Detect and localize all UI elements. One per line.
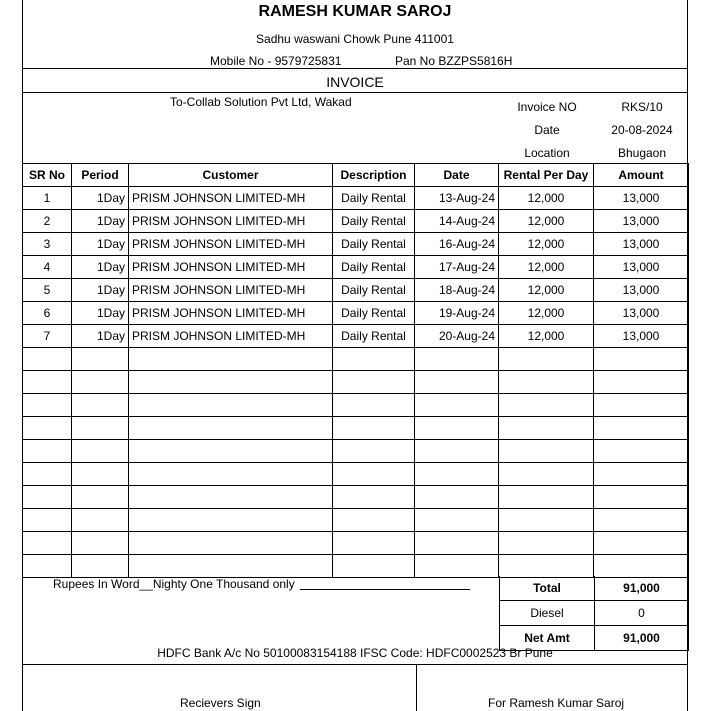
empty-cell	[499, 532, 594, 555]
invoice-no-label: Invoice NO	[517, 100, 577, 114]
cell-customer: PRISM JOHNSON LIMITED-MH	[129, 210, 333, 233]
pan-number: Pan No BZZPS5816H	[395, 54, 513, 68]
empty-cell	[129, 394, 333, 417]
cell-rate: 12,000	[499, 210, 594, 233]
cell-customer: PRISM JOHNSON LIMITED-MH	[129, 279, 333, 302]
cell-amount: 13,000	[594, 279, 689, 302]
table-row	[23, 233, 689, 256]
empty-cell	[333, 463, 415, 486]
cell-period: 1Day	[72, 302, 129, 325]
bank-details: HDFC Bank A/c No 50100083154188 IFSC Code: HDFC0002523 Br Pune	[157, 646, 553, 660]
empty-cell	[499, 440, 594, 463]
cell-description: Daily Rental	[333, 302, 415, 325]
table-row	[23, 325, 689, 348]
cell-description: Daily Rental	[333, 256, 415, 279]
cell-description: Daily Rental	[333, 279, 415, 302]
cell-sr: 3	[23, 233, 72, 256]
cell-date: 13-Aug-24	[415, 187, 499, 210]
empty-cell	[499, 463, 594, 486]
business-name: RAMESH KUMAR SAROJ	[258, 3, 452, 20]
total-value: 91,000	[595, 576, 689, 601]
col-header-rate: Rental Per Day	[499, 164, 594, 187]
empty-cell	[499, 417, 594, 440]
empty-cell	[594, 532, 689, 555]
empty-cell	[333, 394, 415, 417]
col-header-customer: Customer	[129, 164, 333, 187]
empty-cell	[333, 532, 415, 555]
cell-description: Daily Rental	[333, 325, 415, 348]
cell-customer: PRISM JOHNSON LIMITED-MH	[129, 187, 333, 210]
totals-table	[499, 576, 689, 651]
empty-cell	[72, 463, 129, 486]
words-underline	[300, 589, 470, 590]
cell-rate: 12,000	[499, 233, 594, 256]
divider	[22, 664, 688, 665]
cell-period: 1Day	[72, 233, 129, 256]
empty-cell	[594, 394, 689, 417]
cell-period: 1Day	[72, 325, 129, 348]
empty-cell	[129, 371, 333, 394]
cell-date: 14-Aug-24	[415, 210, 499, 233]
diesel-row	[500, 601, 689, 626]
total-row	[500, 576, 689, 601]
empty-cell	[333, 348, 415, 371]
empty-cell	[415, 486, 499, 509]
cell-rate: 12,000	[499, 187, 594, 210]
table-row	[23, 302, 689, 325]
invoice-heading: INVOICE	[326, 74, 384, 90]
empty-cell	[72, 555, 129, 578]
col-header-sr: SR No	[23, 164, 72, 187]
cell-date: 19-Aug-24	[415, 302, 499, 325]
cell-date: 18-Aug-24	[415, 279, 499, 302]
empty-cell	[333, 417, 415, 440]
cell-rate: 12,000	[499, 302, 594, 325]
empty-cell	[594, 371, 689, 394]
issuer-signature: For Ramesh Kumar Saroj	[488, 696, 625, 710]
line-items-table	[22, 163, 689, 578]
divider	[22, 92, 688, 93]
empty-cell	[333, 371, 415, 394]
cell-period: 1Day	[72, 279, 129, 302]
cell-amount: 13,000	[594, 210, 689, 233]
cell-amount: 13,000	[594, 187, 689, 210]
empty-cell	[72, 486, 129, 509]
date-label: Date	[534, 123, 560, 137]
empty-table-row	[23, 371, 689, 394]
location-label: Location	[524, 146, 570, 160]
empty-table-row	[23, 509, 689, 532]
col-header-date: Date	[415, 164, 499, 187]
col-header-period: Period	[72, 164, 129, 187]
cell-description: Daily Rental	[333, 233, 415, 256]
empty-cell	[415, 509, 499, 532]
cell-period: 1Day	[72, 187, 129, 210]
empty-cell	[129, 417, 333, 440]
empty-cell	[129, 463, 333, 486]
empty-cell	[72, 348, 129, 371]
cell-date: 17-Aug-24	[415, 256, 499, 279]
cell-amount: 13,000	[594, 256, 689, 279]
empty-cell	[594, 440, 689, 463]
empty-table-row	[23, 440, 689, 463]
cell-sr: 1	[23, 187, 72, 210]
cell-description: Daily Rental	[333, 187, 415, 210]
empty-cell	[23, 532, 72, 555]
empty-cell	[415, 417, 499, 440]
empty-cell	[499, 348, 594, 371]
amount-in-words: Rupees In Word__Nighty One Thousand only	[53, 577, 295, 591]
cell-sr: 7	[23, 325, 72, 348]
empty-cell	[72, 509, 129, 532]
empty-cell	[129, 486, 333, 509]
signature-divider	[416, 664, 417, 711]
empty-cell	[333, 509, 415, 532]
cell-sr: 5	[23, 279, 72, 302]
empty-cell	[23, 394, 72, 417]
cell-period: 1Day	[72, 256, 129, 279]
cell-sr: 4	[23, 256, 72, 279]
empty-table-row	[23, 486, 689, 509]
col-header-amount: Amount	[594, 164, 689, 187]
empty-cell	[499, 555, 594, 578]
empty-cell	[23, 509, 72, 532]
table-row	[23, 279, 689, 302]
empty-cell	[72, 532, 129, 555]
empty-cell	[72, 417, 129, 440]
empty-cell	[499, 509, 594, 532]
empty-cell	[415, 555, 499, 578]
empty-cell	[129, 440, 333, 463]
diesel-label: Diesel	[500, 601, 595, 626]
empty-cell	[333, 440, 415, 463]
empty-table-row	[23, 348, 689, 371]
empty-cell	[333, 486, 415, 509]
empty-cell	[415, 348, 499, 371]
empty-cell	[72, 394, 129, 417]
cell-date: 16-Aug-24	[415, 233, 499, 256]
empty-cell	[129, 532, 333, 555]
cell-description: Daily Rental	[333, 210, 415, 233]
empty-cell	[594, 348, 689, 371]
cell-sr: 6	[23, 302, 72, 325]
cell-sr: 2	[23, 210, 72, 233]
empty-table-row	[23, 417, 689, 440]
empty-cell	[499, 486, 594, 509]
empty-table-row	[23, 463, 689, 486]
table-row	[23, 256, 689, 279]
empty-table-row	[23, 532, 689, 555]
empty-cell	[333, 555, 415, 578]
business-address: Sadhu waswani Chowk Pune 411001	[256, 32, 454, 46]
cell-customer: PRISM JOHNSON LIMITED-MH	[129, 302, 333, 325]
empty-cell	[415, 394, 499, 417]
empty-table-row	[23, 394, 689, 417]
cell-amount: 13,000	[594, 302, 689, 325]
empty-cell	[72, 440, 129, 463]
empty-cell	[23, 555, 72, 578]
empty-cell	[129, 555, 333, 578]
col-header-description: Description	[333, 164, 415, 187]
empty-cell	[594, 463, 689, 486]
cell-amount: 13,000	[594, 233, 689, 256]
table-row	[23, 210, 689, 233]
table-row	[23, 187, 689, 210]
empty-cell	[499, 394, 594, 417]
diesel-value: 0	[595, 601, 689, 626]
empty-cell	[594, 417, 689, 440]
total-label: Total	[500, 576, 595, 601]
location-value: Bhugaon	[617, 146, 667, 160]
cell-rate: 12,000	[499, 325, 594, 348]
cell-period: 1Day	[72, 210, 129, 233]
cell-rate: 12,000	[499, 279, 594, 302]
cell-rate: 12,000	[499, 256, 594, 279]
empty-cell	[415, 532, 499, 555]
empty-cell	[594, 509, 689, 532]
empty-cell	[72, 371, 129, 394]
empty-cell	[23, 486, 72, 509]
empty-cell	[23, 371, 72, 394]
table-header-row	[23, 164, 689, 187]
empty-cell	[23, 440, 72, 463]
cell-date: 20-Aug-24	[415, 325, 499, 348]
empty-cell	[23, 348, 72, 371]
cell-amount: 13,000	[594, 325, 689, 348]
cell-customer: PRISM JOHNSON LIMITED-MH	[129, 256, 333, 279]
empty-cell	[23, 417, 72, 440]
empty-table-row	[23, 555, 689, 578]
empty-cell	[499, 371, 594, 394]
cell-customer: PRISM JOHNSON LIMITED-MH	[129, 233, 333, 256]
invoice-no-value: RKS/10	[621, 100, 663, 114]
divider	[22, 68, 688, 69]
receiver-signature: Recievers Sign	[180, 696, 261, 710]
net-amount-value: 91,000	[595, 626, 689, 651]
empty-cell	[129, 348, 333, 371]
net-amount-label: Net Amt	[500, 626, 595, 651]
date-value: 20-08-2024	[611, 123, 673, 137]
empty-cell	[23, 463, 72, 486]
empty-cell	[415, 440, 499, 463]
empty-cell	[594, 486, 689, 509]
empty-cell	[594, 555, 689, 578]
bill-to: To-Collab Solution Pvt Ltd, Wakad	[170, 95, 352, 109]
empty-cell	[415, 463, 499, 486]
cell-customer: PRISM JOHNSON LIMITED-MH	[129, 325, 333, 348]
empty-cell	[129, 509, 333, 532]
mobile-number: Mobile No - 9579725831	[210, 54, 342, 68]
empty-cell	[415, 371, 499, 394]
